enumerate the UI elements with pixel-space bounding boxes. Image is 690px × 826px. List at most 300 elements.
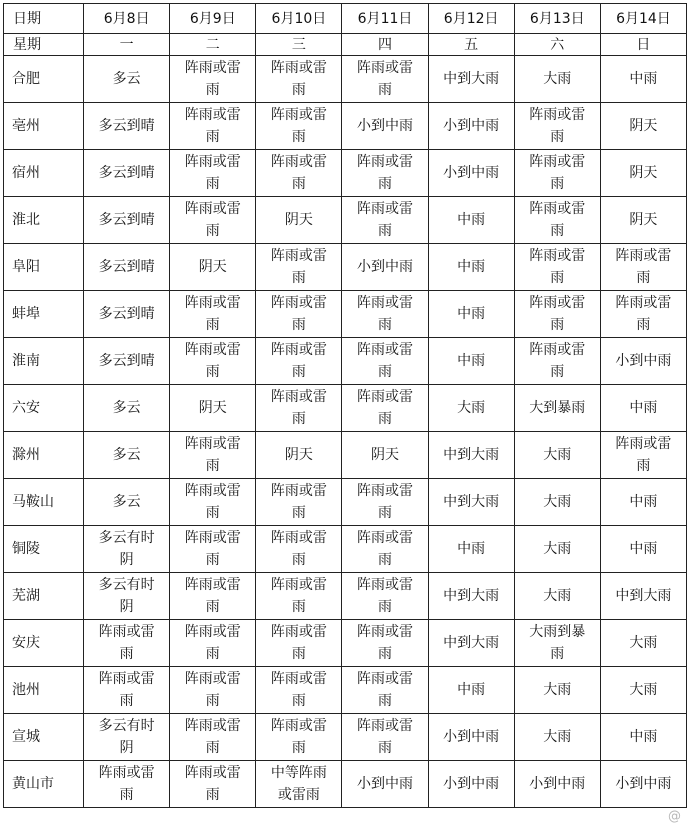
forecast-cell xyxy=(342,479,428,526)
forecast-text: 多云有时阴 xyxy=(98,530,155,568)
forecast-text: 大雨 xyxy=(543,71,572,87)
date-header-cell xyxy=(170,4,256,34)
table-row xyxy=(4,573,687,620)
forecast-cell xyxy=(600,526,686,573)
forecast-text: 阴天 xyxy=(284,447,313,463)
forecast-cell xyxy=(428,103,514,150)
forecast-cell xyxy=(342,103,428,150)
forecast-cell xyxy=(170,573,256,620)
city-cell xyxy=(4,197,84,244)
city-name: 阜阳 xyxy=(12,259,40,275)
forecast-text: 阵雨或雷雨 xyxy=(529,107,586,145)
forecast-cell xyxy=(170,150,256,197)
forecast-text: 小到中雨 xyxy=(443,165,500,181)
date-header-label: 日期 xyxy=(13,10,41,27)
table-row xyxy=(4,103,687,150)
forecast-text: 中雨 xyxy=(457,259,486,275)
forecast-cell xyxy=(342,150,428,197)
forecast-cell xyxy=(514,103,600,150)
forecast-cell xyxy=(428,573,514,620)
forecast-text: 阵雨或雷雨 xyxy=(270,671,327,709)
forecast-cell xyxy=(170,197,256,244)
table-row xyxy=(4,56,687,103)
forecast-text: 阵雨或雷雨 xyxy=(529,201,586,239)
forecast-text: 阵雨或雷雨 xyxy=(615,436,672,474)
table-row xyxy=(4,620,687,667)
forecast-text: 阵雨或雷雨 xyxy=(529,154,586,192)
forecast-text: 小到中雨 xyxy=(443,118,500,134)
forecast-cell xyxy=(600,432,686,479)
forecast-text: 阵雨或雷雨 xyxy=(357,389,414,427)
forecast-cell xyxy=(170,526,256,573)
forecast-text: 多云到晴 xyxy=(98,353,155,369)
forecast-cell xyxy=(342,56,428,103)
forecast-text: 中到大雨 xyxy=(443,588,500,604)
forecast-text: 阵雨或雷雨 xyxy=(184,342,241,380)
forecast-cell xyxy=(428,385,514,432)
forecast-text: 多云有时阴 xyxy=(98,577,155,615)
forecast-text: 多云 xyxy=(112,494,141,510)
weekday-header: 三 xyxy=(291,36,306,53)
table-row xyxy=(4,526,687,573)
city-name: 池州 xyxy=(12,682,40,698)
forecast-text: 阵雨或雷雨 xyxy=(184,436,241,474)
forecast-text: 多云到晴 xyxy=(98,212,155,228)
forecast-text: 大雨 xyxy=(543,682,572,698)
forecast-cell xyxy=(342,667,428,714)
city-cell xyxy=(4,291,84,338)
forecast-cell xyxy=(170,385,256,432)
weekday-header-cell xyxy=(342,34,428,56)
forecast-text: 多云到晴 xyxy=(98,306,155,322)
city-name: 宿州 xyxy=(12,165,40,181)
date-header: 6月11日 xyxy=(357,10,413,27)
forecast-text: 阵雨或雷雨 xyxy=(98,765,155,803)
forecast-cell xyxy=(256,197,342,244)
forecast-cell xyxy=(514,432,600,479)
forecast-text: 大雨 xyxy=(543,494,572,510)
city-name: 宣城 xyxy=(12,729,40,745)
forecast-cell xyxy=(256,338,342,385)
forecast-text: 大雨 xyxy=(543,541,572,557)
forecast-cell xyxy=(84,479,170,526)
date-header: 6月8日 xyxy=(103,10,150,27)
forecast-text: 阴天 xyxy=(629,118,658,134)
date-header-cell xyxy=(342,4,428,34)
forecast-cell xyxy=(170,761,256,808)
forecast-cell xyxy=(514,479,600,526)
forecast-text: 多云 xyxy=(112,400,141,416)
date-header-cell xyxy=(84,4,170,34)
forecast-cell xyxy=(428,244,514,291)
forecast-cell xyxy=(84,761,170,808)
forecast-text: 阵雨或雷雨 xyxy=(270,483,327,521)
forecast-text: 阵雨或雷雨 xyxy=(270,718,327,756)
forecast-text: 阵雨或雷雨 xyxy=(98,671,155,709)
forecast-cell xyxy=(170,620,256,667)
forecast-text: 阵雨或雷雨 xyxy=(184,718,241,756)
forecast-text: 阵雨或雷雨 xyxy=(270,389,327,427)
weekday-header-cell xyxy=(600,34,686,56)
forecast-cell xyxy=(600,150,686,197)
forecast-cell xyxy=(84,714,170,761)
forecast-cell xyxy=(84,620,170,667)
forecast-cell xyxy=(428,291,514,338)
weekday-header: 一 xyxy=(119,36,134,53)
forecast-cell xyxy=(514,244,600,291)
date-header: 6月13日 xyxy=(529,10,585,27)
weekday-header: 日 xyxy=(636,36,651,53)
forecast-text: 中到大雨 xyxy=(443,635,500,651)
city-name: 滁州 xyxy=(12,447,40,463)
forecast-cell xyxy=(342,385,428,432)
forecast-text: 阴天 xyxy=(629,212,658,228)
city-cell xyxy=(4,385,84,432)
weekday-header-label-cell xyxy=(4,34,84,56)
forecast-text: 阵雨或雷雨 xyxy=(184,577,241,615)
watermark: @ xyxy=(668,809,682,824)
forecast-cell xyxy=(514,526,600,573)
forecast-text: 大到暴雨 xyxy=(529,400,586,416)
forecast-cell xyxy=(256,526,342,573)
forecast-text: 阵雨或雷雨 xyxy=(98,624,155,662)
forecast-cell xyxy=(170,338,256,385)
forecast-text: 阴天 xyxy=(629,165,658,181)
forecast-text: 阵雨或雷雨 xyxy=(357,718,414,756)
forecast-text: 阵雨或雷雨 xyxy=(270,248,327,286)
forecast-cell xyxy=(256,432,342,479)
forecast-cell xyxy=(170,103,256,150)
weekday-header-cell xyxy=(428,34,514,56)
forecast-cell xyxy=(600,761,686,808)
forecast-cell xyxy=(170,714,256,761)
city-name: 蚌埠 xyxy=(12,306,40,322)
forecast-text: 阵雨或雷雨 xyxy=(357,342,414,380)
forecast-cell xyxy=(256,103,342,150)
forecast-text: 阵雨或雷雨 xyxy=(615,295,672,333)
forecast-cell xyxy=(600,714,686,761)
city-cell xyxy=(4,103,84,150)
forecast-cell xyxy=(600,56,686,103)
table-row xyxy=(4,244,687,291)
forecast-text: 阵雨或雷雨 xyxy=(357,201,414,239)
forecast-cell xyxy=(514,150,600,197)
forecast-cell xyxy=(600,338,686,385)
forecast-text: 阵雨或雷雨 xyxy=(357,154,414,192)
forecast-cell xyxy=(600,573,686,620)
forecast-text: 中雨 xyxy=(629,541,658,557)
forecast-text: 阵雨或雷雨 xyxy=(357,577,414,615)
forecast-cell xyxy=(600,479,686,526)
forecast-cell xyxy=(428,620,514,667)
weekday-header: 二 xyxy=(205,36,220,53)
weekday-header: 五 xyxy=(464,36,479,53)
forecast-text: 多云有时阴 xyxy=(98,718,155,756)
forecast-cell xyxy=(84,573,170,620)
forecast-text: 阵雨或雷雨 xyxy=(357,671,414,709)
forecast-text: 阵雨或雷雨 xyxy=(357,624,414,662)
date-header-cell xyxy=(256,4,342,34)
weekday-header-cell xyxy=(256,34,342,56)
forecast-text: 中到大雨 xyxy=(615,588,672,604)
forecast-text: 阵雨或雷雨 xyxy=(270,530,327,568)
forecast-cell xyxy=(84,338,170,385)
forecast-cell xyxy=(84,432,170,479)
date-header-cell xyxy=(514,4,600,34)
date-header-cell xyxy=(428,4,514,34)
forecast-cell xyxy=(256,620,342,667)
city-cell xyxy=(4,150,84,197)
forecast-text: 阵雨或雷雨 xyxy=(184,483,241,521)
city-name: 淮南 xyxy=(12,353,40,369)
date-header-row xyxy=(4,4,687,34)
forecast-text: 阵雨或雷雨 xyxy=(184,530,241,568)
city-name: 芜湖 xyxy=(12,588,40,604)
table-row xyxy=(4,385,687,432)
forecast-text: 阵雨或雷雨 xyxy=(357,60,414,98)
city-name: 合肥 xyxy=(12,71,40,87)
forecast-cell xyxy=(428,714,514,761)
forecast-text: 阵雨或雷雨 xyxy=(270,342,327,380)
date-header: 6月9日 xyxy=(189,10,236,27)
forecast-text: 阵雨或雷雨 xyxy=(529,248,586,286)
city-name: 六安 xyxy=(12,400,40,416)
date-header-cell xyxy=(600,4,686,34)
forecast-cell xyxy=(428,479,514,526)
forecast-text: 小到中雨 xyxy=(443,729,500,745)
city-name: 黄山市 xyxy=(12,776,54,792)
forecast-cell xyxy=(84,291,170,338)
forecast-cell xyxy=(84,385,170,432)
forecast-text: 中雨 xyxy=(457,541,486,557)
forecast-cell xyxy=(428,197,514,244)
forecast-cell xyxy=(514,714,600,761)
forecast-text: 中等阵雨或雷雨 xyxy=(270,765,327,803)
forecast-cell xyxy=(514,385,600,432)
forecast-text: 阵雨或雷雨 xyxy=(184,201,241,239)
forecast-cell xyxy=(256,761,342,808)
table-row xyxy=(4,432,687,479)
forecast-cell xyxy=(342,291,428,338)
forecast-cell xyxy=(514,338,600,385)
forecast-cell xyxy=(84,150,170,197)
city-cell xyxy=(4,432,84,479)
date-header: 6月10日 xyxy=(271,10,327,27)
forecast-cell xyxy=(170,667,256,714)
forecast-text: 小到中雨 xyxy=(357,259,414,275)
forecast-text: 阴天 xyxy=(284,212,313,228)
forecast-cell xyxy=(256,244,342,291)
forecast-cell xyxy=(256,291,342,338)
forecast-text: 小到中雨 xyxy=(615,353,672,369)
city-cell xyxy=(4,526,84,573)
forecast-cell xyxy=(600,197,686,244)
forecast-cell xyxy=(342,714,428,761)
forecast-cell xyxy=(256,150,342,197)
forecast-text: 阴天 xyxy=(198,259,227,275)
forecast-cell xyxy=(514,291,600,338)
date-header: 6月12日 xyxy=(443,10,499,27)
weekday-header-cell xyxy=(170,34,256,56)
weekday-header-cell xyxy=(84,34,170,56)
forecast-cell xyxy=(514,56,600,103)
forecast-text: 阴天 xyxy=(371,447,400,463)
forecast-cell xyxy=(84,197,170,244)
forecast-cell xyxy=(170,432,256,479)
forecast-text: 阵雨或雷雨 xyxy=(270,60,327,98)
forecast-text: 阵雨或雷雨 xyxy=(270,154,327,192)
forecast-text: 阵雨或雷雨 xyxy=(270,577,327,615)
forecast-cell xyxy=(514,573,600,620)
forecast-text: 阵雨或雷雨 xyxy=(270,107,327,145)
forecast-cell xyxy=(170,244,256,291)
forecast-text: 阵雨或雷雨 xyxy=(184,107,241,145)
city-name: 安庆 xyxy=(12,635,40,651)
forecast-cell xyxy=(342,620,428,667)
forecast-text: 小到中雨 xyxy=(615,776,672,792)
forecast-cell xyxy=(170,291,256,338)
weekday-header: 四 xyxy=(378,36,393,53)
weekday-header-cell xyxy=(514,34,600,56)
forecast-text: 中雨 xyxy=(457,353,486,369)
forecast-text: 阴天 xyxy=(198,400,227,416)
forecast-text: 小到中雨 xyxy=(443,776,500,792)
forecast-text: 中雨 xyxy=(629,494,658,510)
forecast-cell xyxy=(342,573,428,620)
forecast-cell xyxy=(84,526,170,573)
forecast-cell xyxy=(342,526,428,573)
forecast-text: 大雨 xyxy=(629,635,658,651)
forecast-cell xyxy=(256,667,342,714)
forecast-text: 中雨 xyxy=(457,306,486,322)
forecast-text: 多云 xyxy=(112,447,141,463)
forecast-cell xyxy=(170,56,256,103)
forecast-text: 阵雨或雷雨 xyxy=(357,483,414,521)
forecast-cell xyxy=(170,479,256,526)
forecast-text: 大雨 xyxy=(629,682,658,698)
forecast-text: 多云到晴 xyxy=(98,118,155,134)
forecast-cell xyxy=(256,573,342,620)
forecast-text: 阵雨或雷雨 xyxy=(184,154,241,192)
forecast-text: 大雨 xyxy=(543,447,572,463)
forecast-text: 小到中雨 xyxy=(357,118,414,134)
forecast-cell xyxy=(600,620,686,667)
forecast-text: 阵雨或雷雨 xyxy=(529,342,586,380)
forecast-text: 阵雨或雷雨 xyxy=(270,295,327,333)
forecast-cell xyxy=(600,667,686,714)
city-cell xyxy=(4,714,84,761)
date-header: 6月14日 xyxy=(616,10,671,27)
city-name: 淮北 xyxy=(12,212,40,228)
table-row xyxy=(4,338,687,385)
forecast-text: 阵雨或雷雨 xyxy=(184,671,241,709)
forecast-text: 大雨到暴雨 xyxy=(529,624,586,662)
forecast-text: 中雨 xyxy=(629,71,658,87)
forecast-text: 中到大雨 xyxy=(443,71,500,87)
city-cell xyxy=(4,761,84,808)
forecast-text: 中雨 xyxy=(629,729,658,745)
city-cell xyxy=(4,244,84,291)
forecast-cell xyxy=(514,667,600,714)
weekday-header-label: 星期 xyxy=(13,36,41,53)
forecast-cell xyxy=(84,56,170,103)
forecast-cell xyxy=(428,432,514,479)
city-cell xyxy=(4,573,84,620)
forecast-table-body xyxy=(4,4,687,808)
table-row xyxy=(4,479,687,526)
forecast-cell xyxy=(600,385,686,432)
forecast-cell xyxy=(600,291,686,338)
forecast-text: 小到中雨 xyxy=(357,776,414,792)
forecast-text: 多云到晴 xyxy=(98,165,155,181)
forecast-text: 阵雨或雷雨 xyxy=(184,765,241,803)
forecast-cell xyxy=(428,338,514,385)
forecast-cell xyxy=(600,103,686,150)
forecast-cell xyxy=(342,338,428,385)
city-cell xyxy=(4,56,84,103)
forecast-text: 阵雨或雷雨 xyxy=(357,295,414,333)
table-row xyxy=(4,197,687,244)
forecast-cell xyxy=(256,56,342,103)
weekday-header: 六 xyxy=(550,36,565,53)
city-name: 亳州 xyxy=(12,118,40,134)
forecast-cell xyxy=(84,244,170,291)
forecast-text: 多云到晴 xyxy=(98,259,155,275)
forecast-text: 阵雨或雷雨 xyxy=(615,248,672,286)
forecast-text: 中到大雨 xyxy=(443,494,500,510)
forecast-cell xyxy=(514,620,600,667)
table-row xyxy=(4,150,687,197)
forecast-cell xyxy=(342,244,428,291)
forecast-text: 中雨 xyxy=(457,682,486,698)
forecast-text: 多云 xyxy=(112,71,141,87)
table-row xyxy=(4,667,687,714)
forecast-text: 大雨 xyxy=(543,588,572,604)
forecast-cell xyxy=(342,432,428,479)
forecast-text: 阵雨或雷雨 xyxy=(529,295,586,333)
forecast-text: 阵雨或雷雨 xyxy=(184,60,241,98)
forecast-cell xyxy=(256,479,342,526)
table-row xyxy=(4,291,687,338)
forecast-text: 中雨 xyxy=(629,400,658,416)
forecast-cell xyxy=(256,714,342,761)
table-row xyxy=(4,761,687,808)
forecast-text: 大雨 xyxy=(543,729,572,745)
forecast-cell xyxy=(428,667,514,714)
forecast-cell xyxy=(600,244,686,291)
forecast-text: 阵雨或雷雨 xyxy=(184,624,241,662)
forecast-text: 中雨 xyxy=(457,212,486,228)
table-row xyxy=(4,714,687,761)
city-cell xyxy=(4,620,84,667)
forecast-cell xyxy=(428,761,514,808)
city-cell xyxy=(4,667,84,714)
forecast-cell xyxy=(428,526,514,573)
forecast-text: 大雨 xyxy=(457,400,486,416)
city-name: 铜陵 xyxy=(12,541,40,557)
forecast-table xyxy=(3,3,687,808)
forecast-cell xyxy=(428,56,514,103)
forecast-cell xyxy=(514,761,600,808)
forecast-text: 阵雨或雷雨 xyxy=(270,624,327,662)
forecast-text: 阵雨或雷雨 xyxy=(357,530,414,568)
forecast-cell xyxy=(428,150,514,197)
city-cell xyxy=(4,479,84,526)
weekday-header-row xyxy=(4,34,687,56)
city-name: 马鞍山 xyxy=(12,494,54,510)
forecast-cell xyxy=(84,667,170,714)
forecast-cell xyxy=(256,385,342,432)
